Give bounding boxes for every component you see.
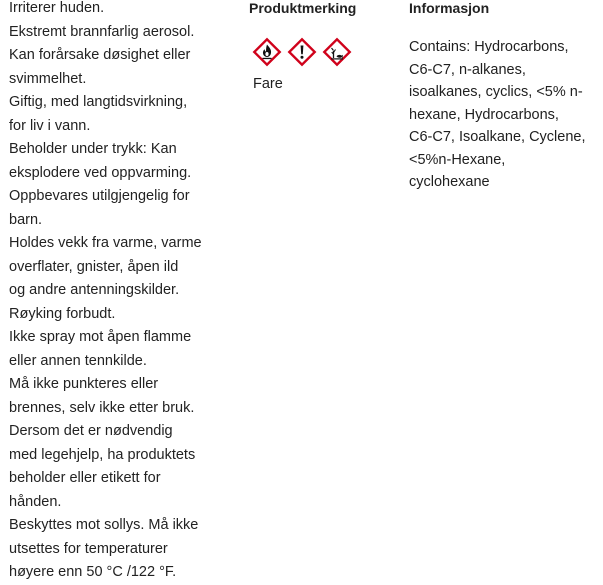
statement-line: eller annen tennkilde. [9, 352, 147, 369]
statement-line: hånden. [9, 493, 62, 510]
statement-line: Ekstremt brannfarlig aerosol. [9, 23, 195, 40]
statement-line: for liv i vann. [9, 117, 91, 134]
statement-line: Kan forårsake døsighet eller [9, 47, 191, 63]
info-line: C6-C7, n-alkanes, [409, 61, 526, 78]
ghs-pictograms [252, 37, 399, 67]
statement-line: Irriterer huden. [9, 0, 105, 16]
environment-icon [322, 37, 352, 67]
signal-word: Fare [253, 76, 283, 92]
statement-line: Røyking forbudt. [9, 305, 116, 322]
statement-line: Beholder under trykk: Kan [9, 141, 177, 157]
statement-line: Holdes vekk fra varme, varme [9, 235, 202, 251]
statement-line: barn. [9, 211, 43, 228]
info-line: <5%n-Hexane, [409, 151, 506, 168]
flame-icon [252, 37, 282, 67]
hazard-statements [9, 0, 241, 585]
info-line: isoalkanes, cyclics, <5% n- [409, 84, 583, 100]
product-marking-heading: Produktmerking [249, 0, 357, 16]
statement-line: høyere enn 50 °C /122 °F. [9, 564, 177, 580]
information-heading: Informasjon [409, 0, 490, 16]
statement-line: brennes, selv ikke etter bruk. [9, 399, 195, 416]
product-marking-section [249, 0, 399, 93]
statement-line: Ikke spray mot åpen flamme [9, 329, 192, 345]
statement-line: og andre antenningskilder. [9, 282, 180, 298]
info-line: hexane, Hydrocarbons, [409, 106, 559, 123]
statement-line: overflater, gnister, åpen ild [9, 258, 179, 275]
statement-line: svimmelhet. [9, 70, 87, 87]
info-line: C6-C7, Isoalkane, Cyclene, [409, 129, 586, 145]
statement-line: Giftig, med langtidsvirkning, [9, 94, 188, 110]
statement-line: Beskyttes mot sollys. Må ikke [9, 517, 199, 533]
statement-line: beholder eller etikett for [9, 470, 161, 486]
info-line: cyclohexane [409, 174, 490, 190]
information-body [409, 36, 599, 194]
info-line: Contains: Hydrocarbons, [409, 39, 569, 55]
statement-line: utsettes for temperaturer [9, 540, 168, 557]
statement-line: Oppbevares utilgjengelig for [9, 188, 190, 204]
information-section [409, 0, 599, 194]
statement-line: Dersom det er nødvendig [9, 423, 173, 439]
statement-line: med legehjelp, ha produktets [9, 446, 196, 463]
statement-line: eksplodere ved oppvarming. [9, 164, 192, 181]
exclamation-icon [287, 37, 317, 67]
statement-line: Må ikke punkteres eller [9, 376, 159, 392]
